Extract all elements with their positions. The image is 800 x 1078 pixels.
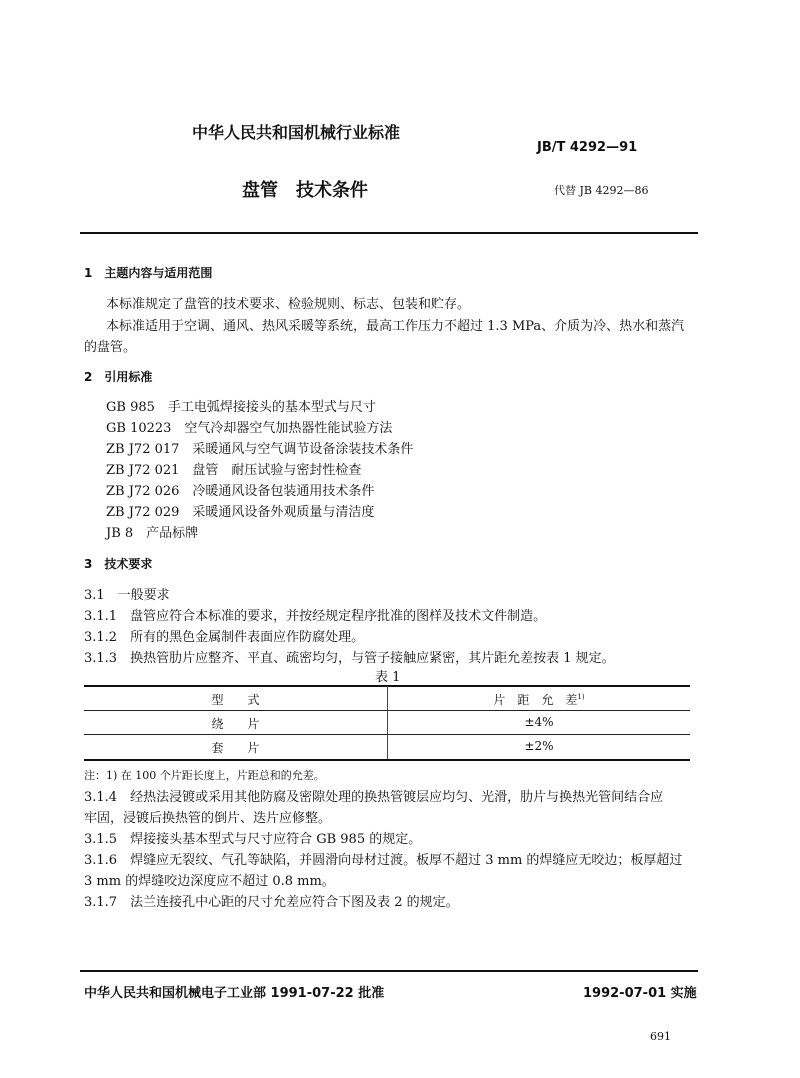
table-cell-type: 绕 片 — [211, 717, 260, 731]
table-1-caption: 表 1 — [375, 670, 401, 685]
section-1-heading: 1 主题内容与适用范围 — [84, 266, 213, 280]
clause-3-1-5: 3.1.5 焊接接头基本型式与尺寸应符合 GB 985 的规定。 — [84, 832, 422, 847]
table-bottom-rule — [84, 759, 690, 761]
reference-item: ZB J72 021 盘管 耐压试验与密封性检查 — [106, 463, 362, 478]
table-header-type: 型 式 — [211, 693, 260, 707]
clause-3-1-6: 3.1.6 焊缝应无裂纹、气孔等缺陷，并圆滑向母材过渡。板厚不超过 3 mm 的焊缝应无咬边；板厚超过 — [84, 853, 683, 868]
reference-item: GB 985 手工电弧焊接接头的基本型式与尺寸 — [106, 400, 376, 415]
clause-3-1-2: 3.1.2 所有的黑色金属制件表面应作防腐处理。 — [84, 630, 365, 645]
section-1-para-2: 本标准适用于空调、通风、热风采暖等系统，最高工作压力不超过 1.3 MPa、介质为冷、热水和蒸汽 — [106, 319, 685, 334]
page-number: 691 — [650, 1030, 671, 1043]
reference-item: GB 10223 空气冷却器空气加热器性能试验方法 — [106, 421, 393, 436]
replaces-standard: 代替 JB 4292—86 — [554, 184, 649, 197]
section-3-heading: 3 技术要求 — [84, 557, 153, 571]
section-2-heading: 2 引用标准 — [84, 370, 153, 384]
footnote-marker: 1) — [577, 693, 585, 701]
clause-3-1-6-cont: 3 mm 的焊缝咬边深度应不超过 0.8 mm。 — [84, 874, 335, 889]
clause-3-1-4-cont: 牢固，浸镀后换热管的倒片、迭片应修整。 — [84, 811, 332, 826]
implementation-date: 1992-07-01 实施 — [583, 986, 697, 1001]
table-cell-tolerance: ±2% — [524, 739, 554, 753]
issuing-org: 中华人民共和国机械行业标准 — [192, 123, 401, 142]
reference-item: ZB J72 029 采暖通风设备外观质量与清洁度 — [106, 505, 375, 520]
section-1-para-2-cont: 的盘管。 — [84, 340, 137, 355]
standard-number: JB/T 4292—91 — [537, 140, 638, 155]
clause-3-1-7: 3.1.7 法兰连接孔中心距的尺寸允差应符合下图及表 2 的规定。 — [84, 895, 459, 910]
clause-3-1-4: 3.1.4 经热法浸镀或采用其他防腐及密隙处理的换热管镀层应均匀、光滑，肋片与换热光管间结合应 — [84, 790, 664, 805]
document-title: 盘管 技术条件 — [242, 180, 368, 201]
table-1-note: 注：1) 在 100 个片距长度上，片距总和的允差。 — [84, 769, 325, 782]
clause-3-1-3: 3.1.3 换热管肋片应整齐、平直、疏密均匀，与管子接触应紧密，其片距允差按表 1 规定。 — [84, 651, 615, 666]
table-header-tolerance — [388, 691, 690, 708]
clause-3-1-1: 3.1.1 盘管应符合本标准的要求，并按经规定程序批准的图样及技术文件制造。 — [84, 609, 547, 624]
header-rule — [80, 232, 698, 234]
clause-3-1: 3.1 一般要求 — [84, 588, 170, 603]
table-cell-type: 套 片 — [211, 741, 260, 755]
approval-line: 中华人民共和国机械电子工业部 1991-07-22 批准 — [84, 986, 385, 1001]
reference-item: ZB J72 017 采暖通风与空气调节设备涂装技术条件 — [106, 442, 414, 457]
table-header-tolerance-label: 片 距 允 差 — [493, 693, 578, 707]
footer-rule — [80, 970, 698, 972]
section-1-para-1: 本标准规定了盘管的技术要求、检验规则、标志、包装和贮存。 — [106, 297, 471, 312]
reference-item: ZB J72 026 冷暖通风设备包装通用技术条件 — [106, 484, 375, 499]
reference-item: JB 8 产品标牌 — [106, 526, 199, 541]
table-cell-tolerance: ±4% — [524, 715, 554, 729]
